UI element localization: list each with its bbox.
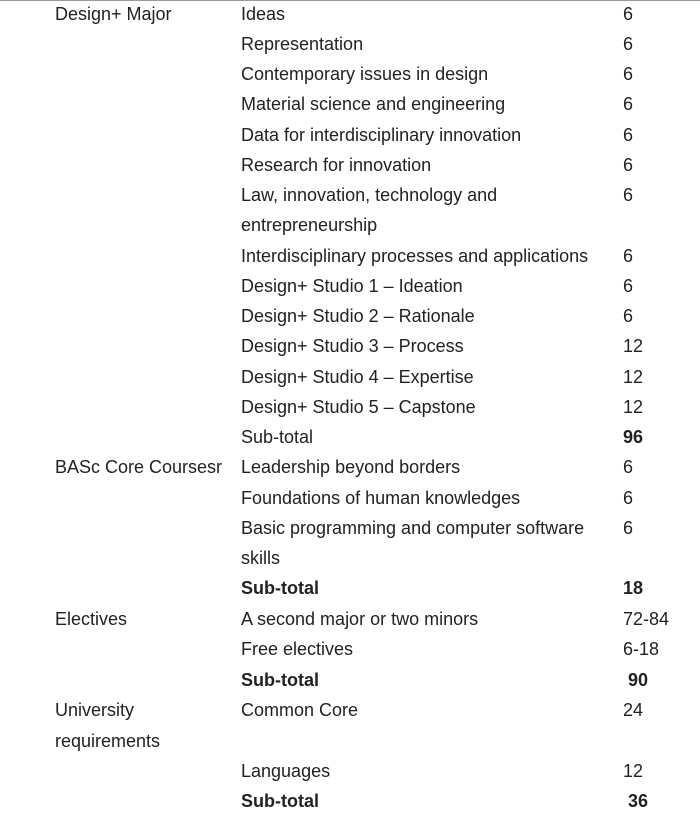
course-name: Basic programming and computer software — [241, 518, 585, 538]
group-label-university-continued: requirements — [55, 731, 161, 751]
subtotal-label: Sub-total — [241, 578, 319, 598]
group-label-design-major: Design+ Major — [55, 4, 172, 24]
course-credits: 6 — [623, 155, 634, 175]
subtotal-label: Sub-total — [241, 791, 319, 811]
course-credits: 6 — [623, 306, 634, 326]
course-name-continued: entrepreneurship — [241, 215, 378, 235]
course-credits: 6 — [623, 4, 634, 24]
course-name: Common Core — [241, 700, 359, 720]
course-name: Law, innovation, technology and — [241, 185, 498, 205]
course-credits: 72-84 — [623, 609, 670, 629]
subtotal-value: 18 — [623, 578, 644, 598]
subtotal-value: 90 — [628, 670, 649, 690]
course-name: Design+ Studio 3 – Process — [241, 336, 464, 356]
course-credits: 6 — [623, 125, 634, 145]
course-credits: 12 — [623, 761, 644, 781]
course-name: Research for innovation — [241, 155, 432, 175]
course-name: Design+ Studio 2 – Rationale — [241, 306, 475, 326]
course-name: Design+ Studio 1 – Ideation — [241, 276, 463, 296]
course-name: Languages — [241, 761, 331, 781]
group-label-electives: Electives — [55, 609, 128, 629]
course-name: Design+ Studio 4 – Expertise — [241, 367, 474, 387]
course-credits: 6 — [623, 518, 634, 538]
course-name: Interdisciplinary processes and applications — [241, 246, 589, 266]
course-credits: 6 — [623, 488, 634, 508]
course-name: Design+ Studio 5 – Capstone — [241, 397, 476, 417]
subtotal-value: 36 — [628, 791, 649, 811]
course-name: Material science and engineering — [241, 94, 506, 114]
subtotal-label: Sub-total — [241, 427, 314, 447]
subtotal-value: 96 — [623, 427, 644, 447]
course-credits: 6-18 — [623, 639, 660, 659]
course-name: Data for interdisciplinary innovation — [241, 125, 522, 145]
course-name-continued: skills — [241, 548, 280, 568]
course-credits: 6 — [623, 94, 634, 114]
course-credits: 6 — [623, 185, 634, 205]
group-label-university: University — [55, 700, 135, 720]
course-credits: 12 — [623, 367, 644, 387]
course-credits: 12 — [623, 336, 644, 356]
course-name: Representation — [241, 34, 364, 54]
course-credits: 12 — [623, 397, 644, 417]
group-label-basc-core: BASc Core Coursesr — [55, 457, 223, 477]
course-name: Foundations of human knowledges — [241, 488, 521, 508]
course-name: Leadership beyond borders — [241, 457, 461, 477]
subtotal-label: Sub-total — [241, 670, 319, 690]
course-name: Contemporary issues in design — [241, 64, 489, 84]
course-credits: 6 — [623, 64, 634, 84]
top-divider — [0, 0, 700, 1]
course-name: Ideas — [241, 4, 286, 24]
course-credits: 6 — [623, 246, 634, 266]
course-credits: 24 — [623, 700, 644, 720]
course-name: Free electives — [241, 639, 354, 659]
course-credits: 6 — [623, 276, 634, 296]
course-credits: 6 — [623, 34, 634, 54]
course-credits: 6 — [623, 457, 634, 477]
course-name: A second major or two minors — [241, 609, 479, 629]
